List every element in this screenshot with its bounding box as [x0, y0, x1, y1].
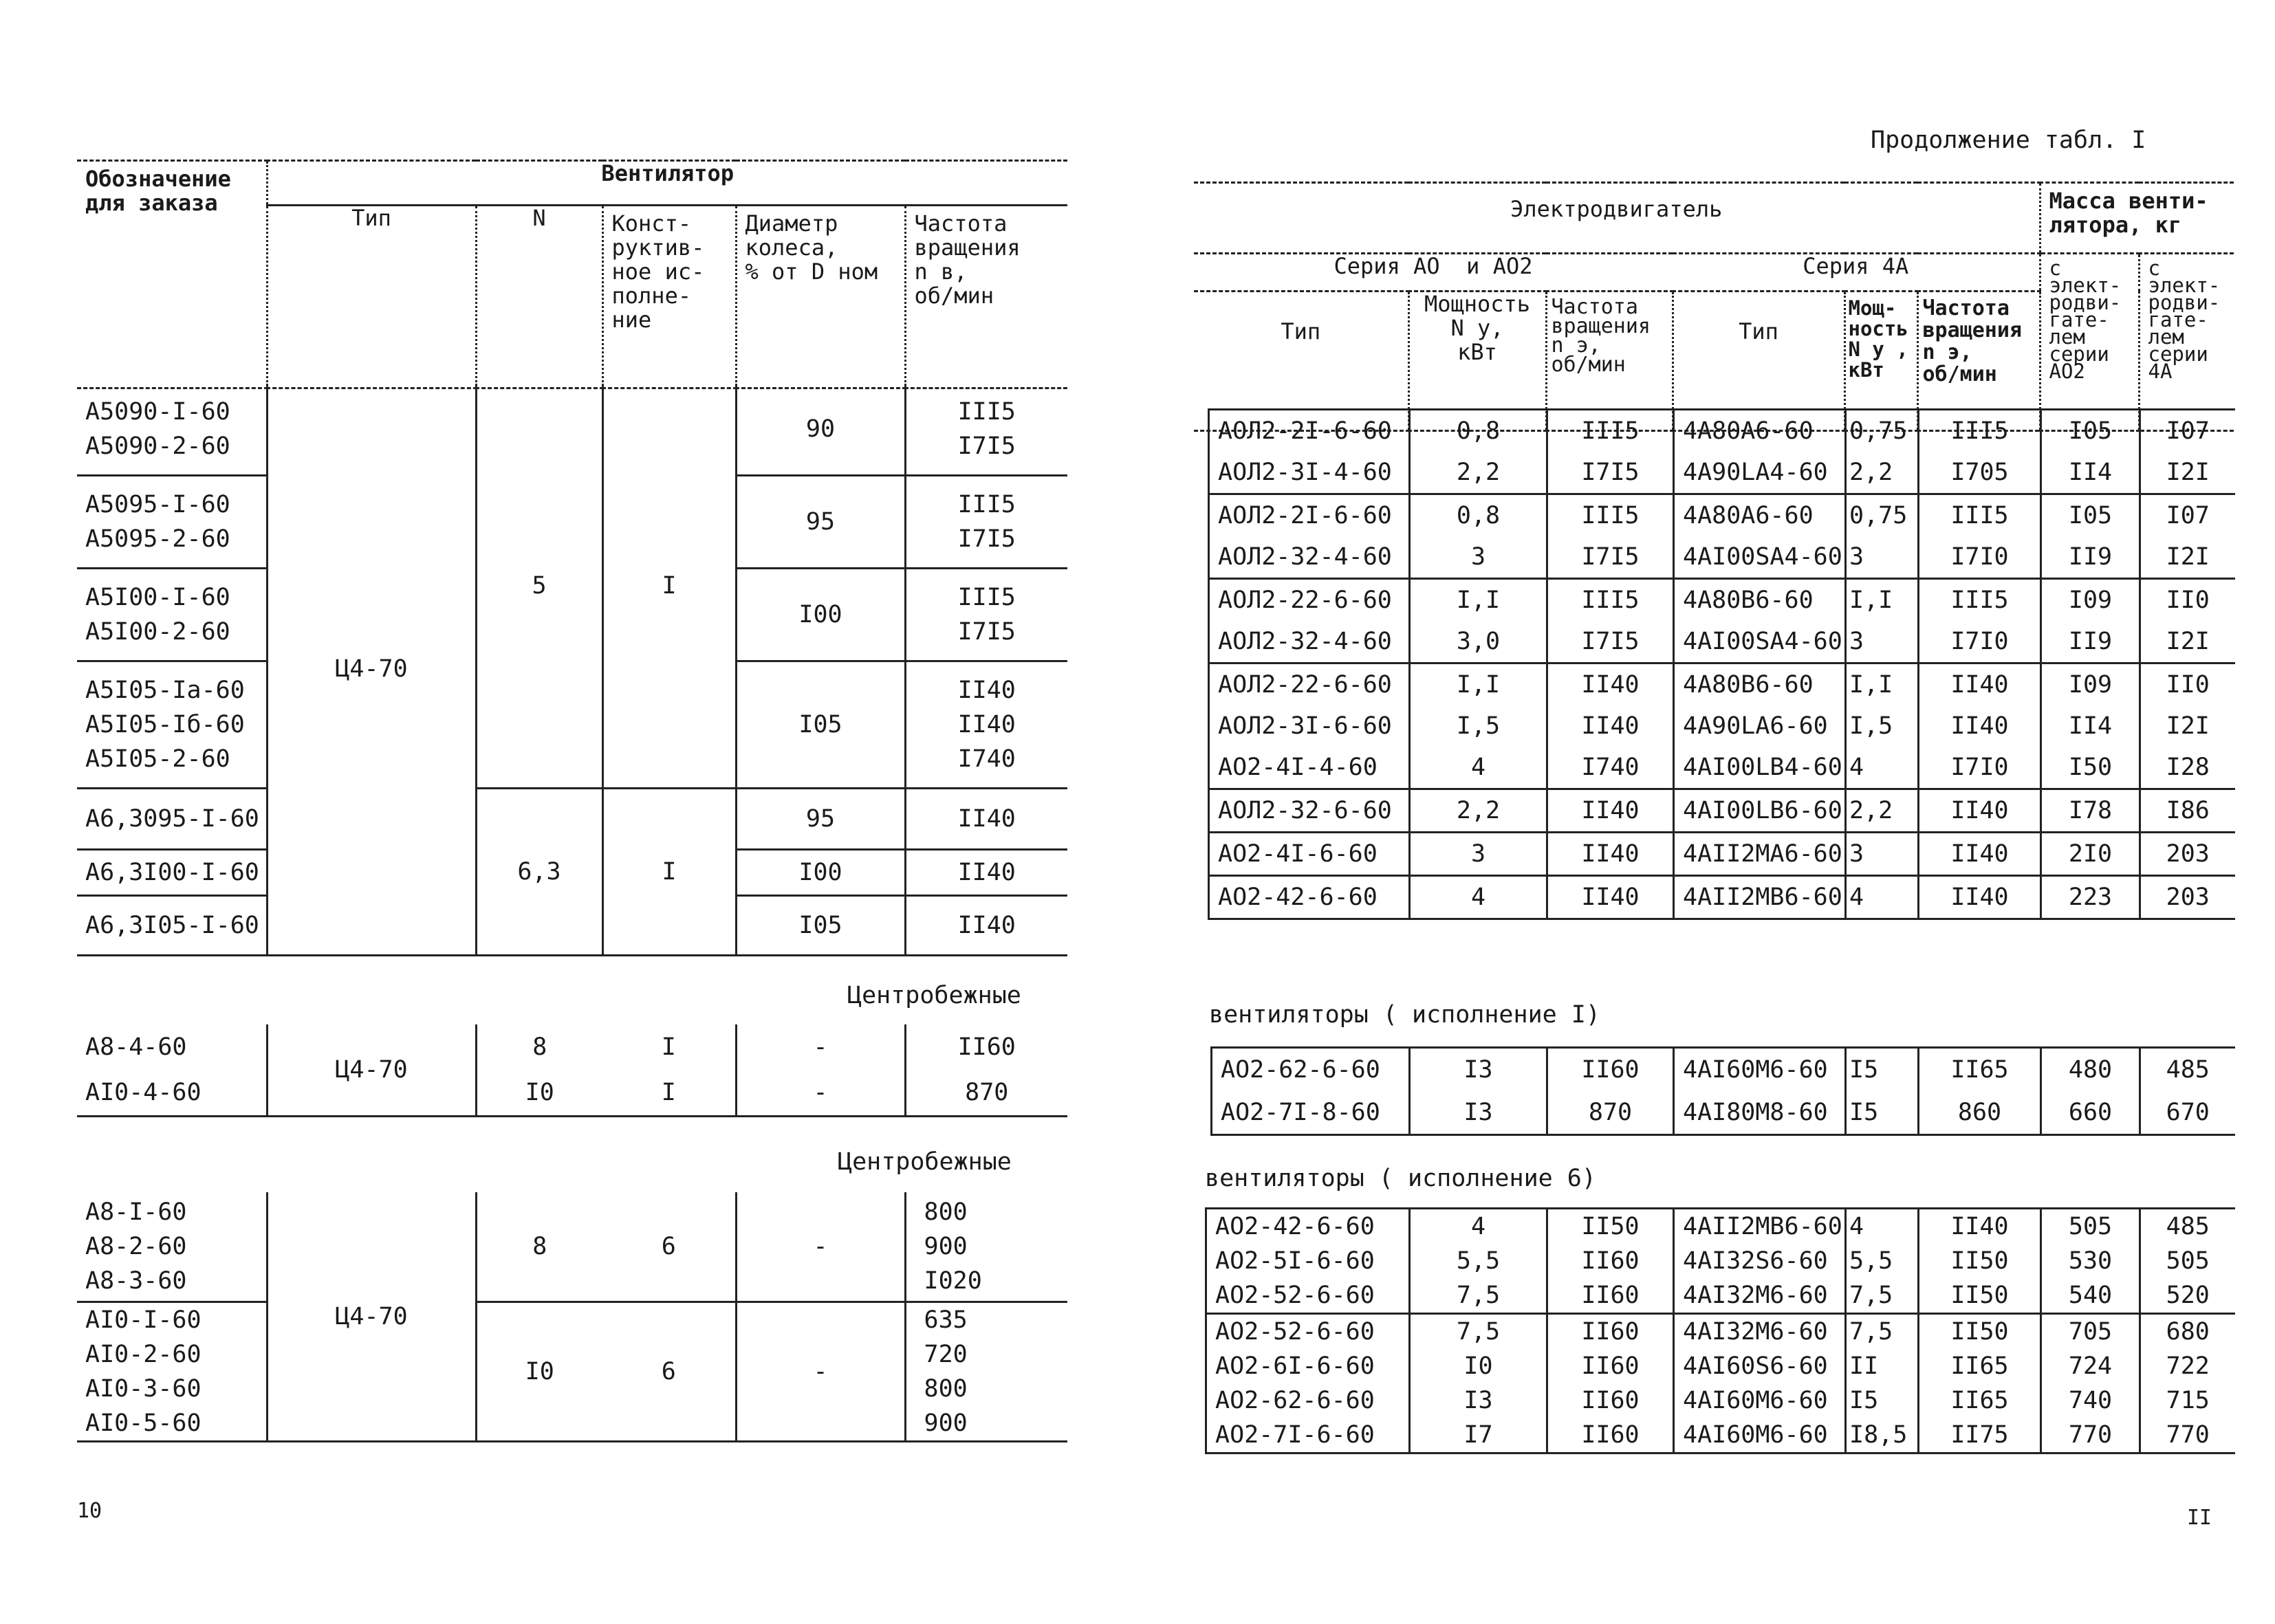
section-note: Центробежные	[847, 982, 1021, 1009]
motor-type-cell: АОЛ2-2I-6-60	[1209, 410, 1410, 452]
n-cell: 6,3	[476, 789, 602, 956]
freq-4a-cell: 860	[1919, 1091, 2041, 1135]
freq-4a-cell: III5	[1919, 410, 2041, 452]
mass-4a-cell: I2I	[2166, 712, 2210, 740]
mass-4a-cell: 770	[2166, 1421, 2210, 1449]
mass-4a-cell: 520	[2166, 1282, 2210, 1309]
freq-cell: I7I5	[1547, 621, 1674, 663]
power-4a-cell: 2,2	[1846, 789, 1919, 833]
motor-type-4a-cell: 4А80В6-60	[1674, 579, 1846, 622]
n-cell: 8	[532, 1233, 547, 1260]
power-4a-cell: 5,5	[1846, 1244, 1919, 1278]
table-row	[1206, 1383, 2235, 1418]
header-motor: Электродвигатель	[1194, 183, 2040, 254]
freq-4a-cell: III5	[1919, 494, 2041, 537]
power-4a-cell: 7,5	[1846, 1278, 1919, 1314]
header-mass-4a: с элект- родви- гате- лем серии 4А	[2139, 254, 2234, 431]
power-cell: 0,8	[1410, 410, 1547, 452]
right-table-header	[1194, 182, 2234, 432]
mass-4a-cell: 203	[2166, 884, 2210, 911]
table-row	[1209, 452, 2235, 494]
freq-cell: II60	[1547, 1278, 1674, 1314]
power-cell: 3	[1410, 536, 1547, 579]
freq-4a-cell: I7I0	[1919, 536, 2041, 579]
table-row	[1209, 833, 2235, 876]
freq-cell: 800 900 I020	[924, 1198, 982, 1295]
freq-4a-cell: I7I0	[1919, 621, 2041, 663]
power-4a-cell: I8,5	[1846, 1418, 1919, 1453]
mass-4a-cell: II0	[2166, 671, 2210, 699]
mass-4a-cell: 485	[2166, 1213, 2210, 1240]
right-block-1	[1208, 408, 2235, 920]
header-design: Конст- руктив- ное ис- полне- ние	[602, 206, 736, 388]
page-number: II	[2187, 1506, 2212, 1530]
mass-4a-cell: I2I	[2166, 628, 2210, 655]
motor-type-cell: АО2-62-6-60	[1212, 1048, 1410, 1092]
diameter-cell: I05	[736, 661, 905, 789]
table-row	[1209, 410, 2235, 452]
freq-4a-cell: II40	[1919, 705, 2041, 747]
table-row	[1209, 705, 2235, 747]
freq-4a-cell: II75	[1919, 1418, 2041, 1453]
n-cell: I0	[525, 1358, 554, 1385]
fan-type-cell: Ц4-70	[267, 1024, 476, 1117]
section-note: вентиляторы ( исполнение 6)	[1205, 1165, 1596, 1192]
fan-type-cell: Ц4-70	[267, 1192, 476, 1442]
table-row	[1212, 1048, 2235, 1092]
mass-ao2-cell: 480	[2041, 1048, 2140, 1092]
designation-cell: А5I00-I-60 А5I00-2-60	[77, 569, 267, 661]
freq-4a-cell: II50	[1919, 1244, 2041, 1278]
motor-type-cell: АОЛ2-2I-6-60	[1209, 494, 1410, 537]
table-row	[1206, 1418, 2235, 1453]
diameter-cell: I00	[736, 569, 905, 661]
mass-4a-cell: 722	[2166, 1352, 2210, 1380]
designation-cell: А8-I-60 А8-2-60 А8-3-60	[85, 1198, 187, 1295]
table-row	[1209, 876, 2235, 919]
header-freq-ao: Частота вращения n э, об/мин	[1546, 292, 1673, 431]
mass-4a-cell: 670	[2166, 1099, 2210, 1126]
header-type-4a: Тип	[1673, 292, 1844, 431]
motor-type-cell: АО2-52-6-60	[1206, 1278, 1410, 1314]
table-row	[1209, 536, 2235, 579]
freq-cell: II40	[905, 850, 1067, 896]
power-cell: 4	[1410, 1209, 1547, 1244]
mass-ao2-cell: 505	[2041, 1209, 2140, 1244]
header-series-ao: Серия АО и АО2	[1334, 253, 1533, 279]
motor-type-4a-cell: 4АI32М6-60	[1674, 1278, 1846, 1314]
freq-cell: 635 720 800 900	[924, 1306, 968, 1437]
motor-type-cell: АО2-7I-8-60	[1212, 1091, 1410, 1135]
diameter-cell: -	[736, 1070, 905, 1117]
freq-cell: III5	[1547, 494, 1674, 537]
power-cell: 0,8	[1410, 494, 1547, 537]
designation-cell: АI0-4-60	[85, 1079, 202, 1106]
freq-cell: II40	[1547, 789, 1674, 833]
freq-cell: III5 I7I5	[905, 476, 1067, 569]
mass-ao2-cell: 770	[2041, 1418, 2140, 1453]
diameter-cell: -	[736, 1024, 905, 1070]
freq-cell: I740	[1547, 747, 1674, 789]
motor-type-4a-cell: 4АI60S6-60	[1674, 1349, 1846, 1383]
header-freq: Частота вращения n в, об/мин	[914, 210, 1021, 309]
left-block-2	[77, 1024, 1067, 1117]
freq-4a-cell: II40	[1919, 876, 2041, 919]
power-cell: I0	[1410, 1349, 1547, 1383]
header-power: Мощность N у, кВт	[1408, 292, 1546, 431]
motor-type-4a-cell: 4АII2МА6-60	[1674, 833, 1846, 876]
freq-cell: III5	[1547, 579, 1674, 622]
power-4a-cell: 3	[1846, 536, 1919, 579]
motor-type-4a-cell: 4АI00SА4-60	[1674, 621, 1846, 663]
mass-ao2-cell: 660	[2041, 1091, 2140, 1135]
motor-type-cell: АО2-52-6-60	[1206, 1314, 1410, 1350]
table-row	[1206, 1244, 2235, 1278]
designation-cell: А5095-I-60 А5095-2-60	[77, 476, 267, 569]
motor-type-cell: АОЛ2-32-6-60	[1209, 789, 1410, 833]
power-4a-cell: 3	[1846, 621, 1919, 663]
header-freq-4a: Частота вращения n э, об/мин	[1917, 292, 2040, 431]
freq-cell: I7I5	[1547, 452, 1674, 494]
table-row	[1206, 1278, 2235, 1314]
motor-type-cell: АО2-4I-6-60	[1209, 833, 1410, 876]
freq-cell: II60	[1547, 1383, 1674, 1418]
freq-cell: II40 II40 I740	[905, 661, 1067, 789]
right-block-3	[1205, 1207, 2235, 1454]
motor-type-4a-cell: 4А90LА4-60	[1674, 452, 1846, 494]
freq-cell: II40	[1547, 705, 1674, 747]
freq-cell: III5 I7I5	[905, 384, 1067, 476]
power-cell: 3,0	[1410, 621, 1547, 663]
continuation-title: Продолжение табл. I	[1871, 127, 2146, 154]
power-cell: 2,2	[1410, 452, 1547, 494]
motor-type-cell: АОЛ2-22-6-60	[1209, 663, 1410, 706]
freq-cell: II40	[905, 896, 1067, 956]
diameter-cell: 95	[736, 789, 905, 850]
power-cell: 5,5	[1410, 1244, 1547, 1278]
table-row	[1206, 1209, 2235, 1244]
power-cell: 3	[1410, 833, 1547, 876]
header-mass: Масса венти- лятора, кг	[2040, 183, 2234, 254]
motor-type-cell: АОЛ2-32-4-60	[1209, 621, 1410, 663]
power-4a-cell: 4	[1846, 876, 1919, 919]
table-row	[1212, 1091, 2235, 1135]
power-cell: 4	[1410, 747, 1547, 789]
motor-type-cell: АО2-6I-6-60	[1206, 1349, 1410, 1383]
designation-cell: А5I05-Iа-60 А5I05-Iб-60 А5I05-2-60	[77, 661, 267, 789]
header-fan: Вентилятор	[267, 161, 1067, 206]
motor-type-4a-cell: 4А90LА6-60	[1674, 705, 1846, 747]
table-row	[1206, 1314, 2235, 1350]
motor-type-cell: АО2-7I-6-60	[1206, 1418, 1410, 1453]
design-cell: I	[602, 384, 736, 789]
left-table-header	[77, 160, 1067, 389]
motor-type-4a-cell: 4АI32S6-60	[1674, 1244, 1846, 1278]
header-series-4a: Серия 4А	[1673, 254, 2040, 292]
mass-4a-cell: 505	[2166, 1247, 2210, 1275]
motor-type-cell: АОЛ2-3I-4-60	[1209, 452, 1410, 494]
power-4a-cell: 2,2	[1846, 452, 1919, 494]
freq-cell: II60	[1547, 1349, 1674, 1383]
header-diameter: Диаметр колеса, % от D ном	[736, 206, 905, 388]
table-row	[1209, 579, 2235, 622]
motor-type-cell: АОЛ2-22-6-60	[1209, 579, 1410, 622]
motor-type-4a-cell: 4АI60М6-60	[1674, 1383, 1846, 1418]
motor-type-4a-cell: 4АI60М6-60	[1674, 1418, 1846, 1453]
mass-ao2-cell: I09	[2041, 663, 2140, 706]
freq-cell: II60	[1547, 1314, 1674, 1350]
designation-cell: А6,3I00-I-60	[77, 850, 267, 896]
freq-4a-cell: II50	[1919, 1278, 2041, 1314]
mass-4a-cell: I07	[2166, 502, 2210, 529]
designation-cell: А6,3I05-I-60	[77, 896, 267, 956]
freq-cell: II60	[957, 1033, 1016, 1061]
freq-4a-cell: III5	[1919, 579, 2041, 622]
mass-ao2-cell: 530	[2041, 1244, 2140, 1278]
power-4a-cell: II	[1846, 1349, 1919, 1383]
freq-4a-cell: II40	[1919, 833, 2041, 876]
designation-cell: А5090-I-60 А5090-2-60	[77, 384, 267, 476]
power-4a-cell: I,I	[1846, 579, 1919, 622]
power-cell: I3	[1410, 1048, 1547, 1092]
mass-ao2-cell: I78	[2041, 789, 2140, 833]
header-n: N	[476, 206, 602, 388]
freq-cell: II40	[1547, 833, 1674, 876]
diameter-cell: 95	[736, 476, 905, 569]
mass-4a-cell: I2I	[2166, 459, 2210, 486]
design-cell: 6	[602, 1302, 736, 1442]
table-row	[1206, 1349, 2235, 1383]
power-cell: 4	[1410, 876, 1547, 919]
freq-4a-cell: II50	[1919, 1314, 2041, 1350]
mass-4a-cell: I28	[2166, 754, 2210, 781]
power-4a-cell: 0,75	[1846, 494, 1919, 537]
mass-ao2-cell: I05	[2041, 410, 2140, 452]
motor-type-cell: АО2-42-6-60	[1206, 1209, 1410, 1244]
header-type: Тип	[267, 206, 476, 388]
freq-cell: II40	[1547, 876, 1674, 919]
designation-cell: А6,3095-I-60	[77, 789, 267, 850]
design-cell: 6	[602, 1192, 736, 1302]
motor-type-cell: АОЛ2-3I-6-60	[1209, 705, 1410, 747]
mass-ao2-cell: 540	[2041, 1278, 2140, 1314]
freq-4a-cell: II40	[1919, 789, 2041, 833]
freq-4a-cell: I7I0	[1919, 747, 2041, 789]
mass-ao2-cell: 705	[2041, 1314, 2140, 1350]
design-cell: I	[602, 789, 736, 956]
motor-type-4a-cell: 4АII2МВ6-60	[1674, 1209, 1846, 1244]
freq-4a-cell: II40	[1919, 1209, 2041, 1244]
motor-type-cell: АО2-42-6-60	[1209, 876, 1410, 919]
section-note: Центробежные	[838, 1148, 1012, 1176]
power-cell: I,5	[1410, 705, 1547, 747]
power-4a-cell: 0,75	[1846, 410, 1919, 452]
mass-ao2-cell: 740	[2041, 1383, 2140, 1418]
freq-4a-cell: II65	[1919, 1349, 2041, 1383]
power-4a-cell: I,5	[1846, 705, 1919, 747]
freq-4a-cell: II65	[1919, 1383, 2041, 1418]
freq-cell: 870	[965, 1079, 1009, 1106]
table-row	[1209, 789, 2235, 833]
left-block-3	[77, 1192, 1067, 1442]
header-power-4a: Мощ- ность N у , кВт	[1844, 292, 1917, 431]
motor-type-cell: АОЛ2-32-4-60	[1209, 536, 1410, 579]
freq-cell: II50	[1547, 1209, 1674, 1244]
power-cell: 7,5	[1410, 1278, 1547, 1314]
motor-type-4a-cell: 4АI00LВ6-60	[1674, 789, 1846, 833]
mass-4a-cell: 715	[2166, 1387, 2210, 1414]
diameter-cell: -	[736, 1192, 905, 1302]
header-type: Тип	[1194, 292, 1408, 431]
freq-cell: I7I5	[1547, 536, 1674, 579]
table-row	[1209, 621, 2235, 663]
mass-4a-cell: 203	[2166, 840, 2210, 868]
motor-type-4a-cell: 4А80А6-60	[1674, 494, 1846, 537]
fan-type-cell: Ц4-70	[267, 384, 476, 956]
mass-ao2-cell: I50	[2041, 747, 2140, 789]
mass-ao2-cell: 724	[2041, 1349, 2140, 1383]
power-4a-cell: I,I	[1846, 663, 1919, 706]
power-4a-cell: I5	[1846, 1091, 1919, 1135]
power-4a-cell: 4	[1846, 747, 1919, 789]
mass-ao2-cell: I09	[2041, 579, 2140, 622]
header-mass-ao2: с элект- родви- гате- лем серии АО2	[2040, 254, 2139, 431]
freq-4a-cell: II65	[1919, 1048, 2041, 1092]
left-block-1	[77, 384, 1067, 956]
design-cell: I	[602, 1070, 736, 1117]
mass-ao2-cell: II9	[2041, 536, 2140, 579]
power-cell: I3	[1410, 1091, 1547, 1135]
mass-4a-cell: I2I	[2166, 543, 2210, 571]
motor-type-4a-cell: 4АI00LВ4-60	[1674, 747, 1846, 789]
diameter-cell: I00	[736, 850, 905, 896]
power-4a-cell: 7,5	[1846, 1314, 1919, 1350]
power-4a-cell: I5	[1846, 1048, 1919, 1092]
page-number: 10	[77, 1499, 102, 1523]
mass-4a-cell: I07	[2166, 417, 2210, 445]
freq-cell: II60	[1547, 1048, 1674, 1092]
motor-type-4a-cell: 4АI32М6-60	[1674, 1314, 1846, 1350]
mass-ao2-cell: II9	[2041, 621, 2140, 663]
diameter-cell: 90	[736, 384, 905, 476]
power-4a-cell: I5	[1846, 1383, 1919, 1418]
n-cell: 5	[476, 384, 602, 789]
power-4a-cell: 3	[1846, 833, 1919, 876]
power-cell: I,I	[1410, 663, 1547, 706]
table-row	[1209, 747, 2235, 789]
freq-4a-cell: I705	[1919, 452, 2041, 494]
diameter-cell: -	[736, 1302, 905, 1442]
freq-cell: II40	[905, 789, 1067, 850]
mass-ao2-cell: I05	[2041, 494, 2140, 537]
motor-type-4a-cell: 4А80В6-60	[1674, 663, 1846, 706]
mass-4a-cell: I86	[2166, 797, 2210, 824]
mass-4a-cell: 485	[2166, 1056, 2210, 1084]
n-cell: 8	[532, 1033, 547, 1061]
power-cell: I7	[1410, 1418, 1547, 1453]
motor-type-cell: АО2-5I-6-60	[1206, 1244, 1410, 1278]
power-4a-cell: 4	[1846, 1209, 1919, 1244]
power-cell: I,I	[1410, 579, 1547, 622]
designation-cell: А8-4-60	[85, 1033, 187, 1061]
mass-ao2-cell: II4	[2041, 705, 2140, 747]
freq-cell: 870	[1547, 1091, 1674, 1135]
section-note: вентиляторы ( исполнение I)	[1209, 1001, 1600, 1029]
freq-cell: III5	[1547, 410, 1674, 452]
motor-type-4a-cell: 4АI80М8-60	[1674, 1091, 1846, 1135]
motor-type-cell: АО2-4I-4-60	[1209, 747, 1410, 789]
motor-type-cell: АО2-62-6-60	[1206, 1383, 1410, 1418]
table-row	[1209, 494, 2235, 537]
freq-4a-cell: II40	[1919, 663, 2041, 706]
mass-4a-cell: 680	[2166, 1318, 2210, 1346]
power-cell: 7,5	[1410, 1314, 1547, 1350]
mass-4a-cell: II0	[2166, 586, 2210, 614]
diameter-cell: I05	[736, 896, 905, 956]
mass-ao2-cell: II4	[2041, 452, 2140, 494]
motor-type-4a-cell: 4АII2МВ6-60	[1674, 876, 1846, 919]
freq-cell: II60	[1547, 1244, 1674, 1278]
motor-type-4a-cell: 4АI60М6-60	[1674, 1048, 1846, 1092]
power-cell: 2,2	[1410, 789, 1547, 833]
freq-cell: III5 I7I5	[905, 569, 1067, 661]
designation-cell: АI0-I-60 АI0-2-60 АI0-3-60 АI0-5-60	[85, 1306, 202, 1437]
motor-type-4a-cell: 4АI00SА4-60	[1674, 536, 1846, 579]
right-block-2	[1210, 1046, 2235, 1136]
table-row	[1209, 663, 2235, 706]
mass-ao2-cell: 2I0	[2041, 833, 2140, 876]
motor-type-4a-cell: 4А80А6-60	[1674, 410, 1846, 452]
design-cell: I	[602, 1024, 736, 1070]
n-cell: I0	[525, 1079, 554, 1106]
freq-cell: II40	[1547, 663, 1674, 706]
power-cell: I3	[1410, 1383, 1547, 1418]
mass-ao2-cell: 223	[2041, 876, 2140, 919]
header-designation: Обозначение для заказа	[77, 161, 267, 388]
freq-cell: II60	[1547, 1418, 1674, 1453]
